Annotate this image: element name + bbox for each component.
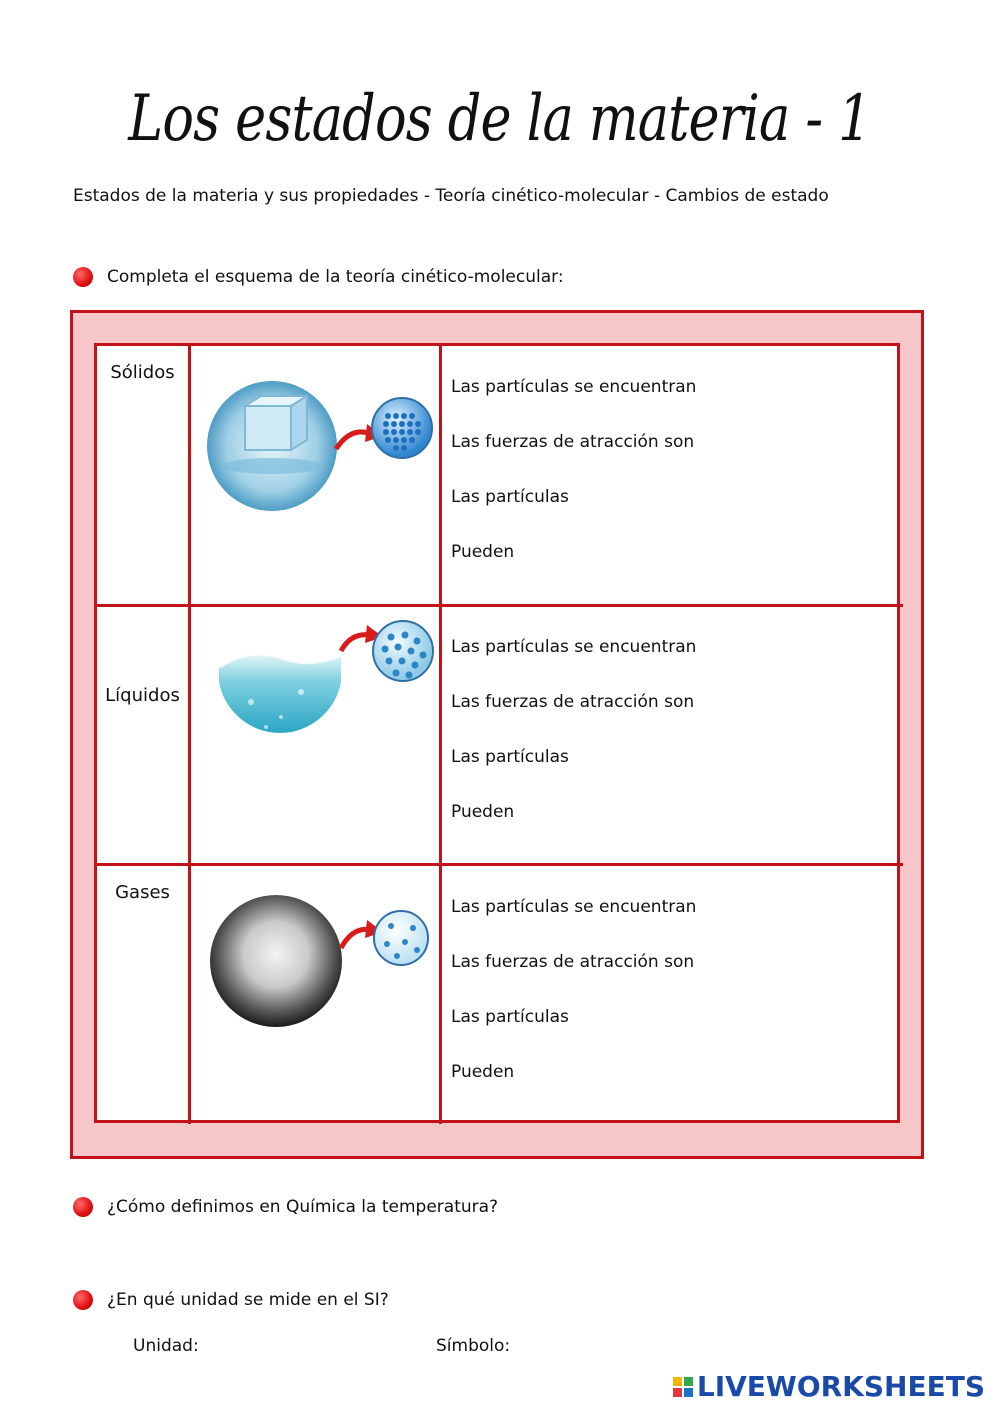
state-image-cell: [191, 346, 442, 604]
description-line: Las partículas se encuentran: [451, 637, 697, 657]
unit-label: Unidad:: [133, 1336, 199, 1356]
water-image: [191, 607, 439, 862]
state-description-cell: [451, 346, 891, 604]
description-line: Las partículas: [451, 1007, 569, 1027]
state-label-cell: [97, 607, 191, 865]
description-line: Pueden: [451, 1062, 515, 1082]
page-subtitle: Estados de la materia y sus propiedades - Teoría cinético-molecular - Cambios de estado: [73, 186, 829, 206]
description-line: Las partículas se encuentran: [451, 897, 697, 917]
description-line: Las partículas: [451, 487, 569, 507]
logo-icon: [673, 1377, 693, 1397]
table-row-solids: [97, 346, 897, 604]
description-line: Las partículas: [451, 747, 569, 767]
state-label-cell: [97, 866, 191, 1124]
states-table: [94, 343, 900, 1123]
state-description-cell: [451, 607, 891, 865]
question-3: [73, 1290, 389, 1310]
question-1: [73, 267, 564, 287]
state-image-cell: [191, 866, 442, 1124]
page-title: Los estados de la materia - 1: [128, 82, 871, 156]
state-name-solids: Sólidos: [110, 362, 175, 383]
question-2: [73, 1197, 498, 1217]
state-name-liquids: Líquidos: [105, 685, 180, 706]
red-bullet-icon: [73, 267, 93, 287]
description-line: Las fuerzas de atracción son: [451, 692, 695, 712]
red-bullet-icon: [73, 1290, 93, 1310]
state-label-cell: [97, 346, 191, 604]
table-row-gases: [97, 866, 897, 1124]
description-line: Pueden: [451, 542, 515, 562]
description-line: Las partículas se encuentran: [451, 377, 697, 397]
smoke-image: [191, 866, 439, 1121]
ice-cube-image: [191, 346, 439, 601]
question-2-text: ¿Cómo definimos en Química la temperatura?: [107, 1197, 499, 1217]
symbol-label: Símbolo:: [436, 1336, 511, 1356]
red-bullet-icon: [73, 1197, 93, 1217]
state-description-cell: [451, 866, 891, 1124]
logo-text: LIVEWORKSHEETS: [696, 1370, 985, 1403]
state-image-cell: [191, 607, 442, 865]
table-row-liquids: [97, 607, 897, 865]
question-1-text: Completa el esquema de la teoría cinético-molecular:: [107, 267, 564, 287]
description-line: Pueden: [451, 802, 515, 822]
liveworksheets-logo: [673, 1370, 985, 1403]
question-3-text: ¿En qué unidad se mide en el SI?: [107, 1290, 389, 1310]
description-line: Las fuerzas de atracción son: [451, 432, 695, 452]
description-line: Las fuerzas de atracción son: [451, 952, 695, 972]
state-name-gases: Gases: [115, 882, 170, 903]
